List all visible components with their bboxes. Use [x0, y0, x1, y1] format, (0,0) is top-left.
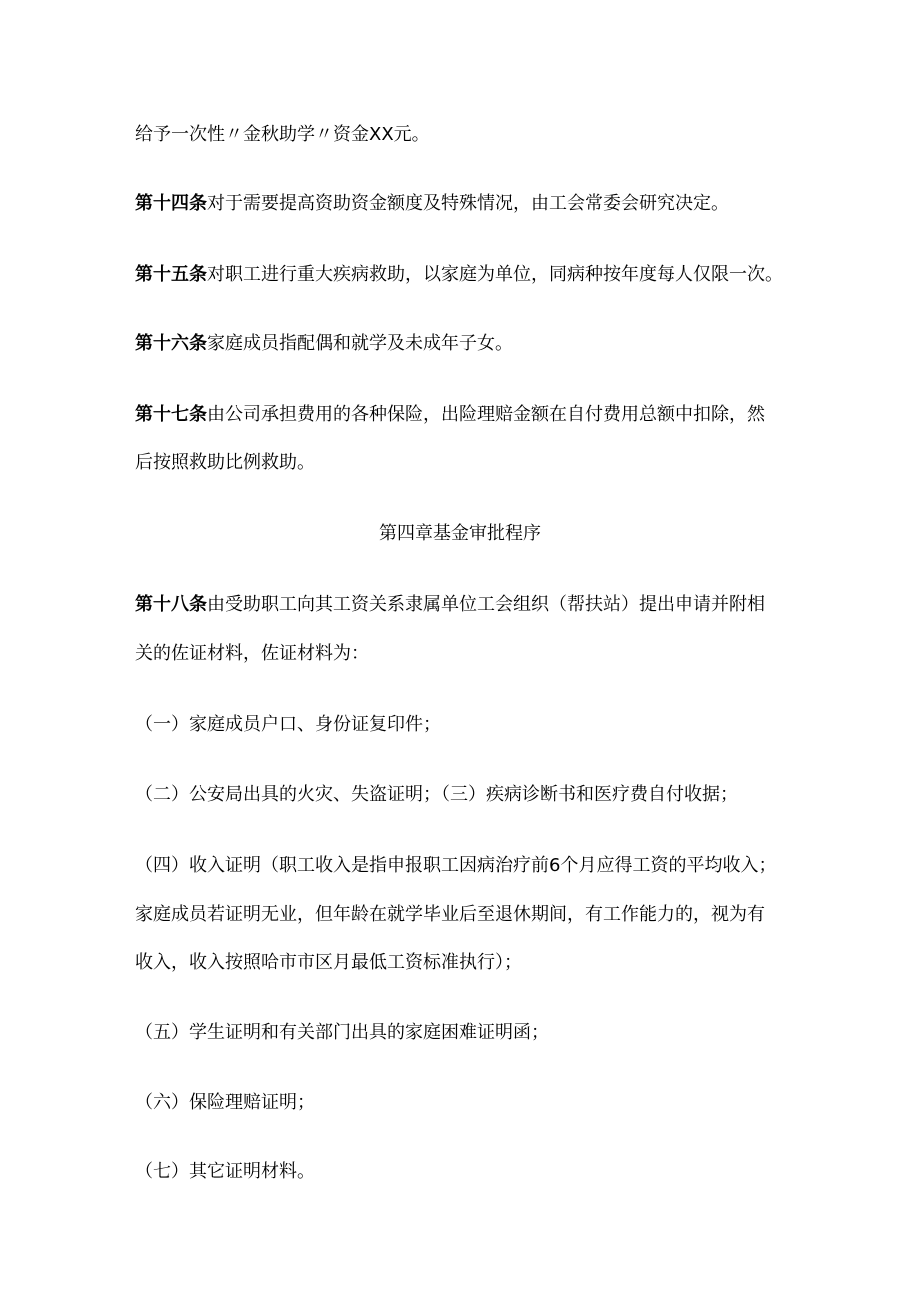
article-text: 家庭成员指配偶和就学及未成年子女。 — [207, 333, 513, 354]
list-item-2-3: （二）公安局出具的火灾、失盗证明；（三）疾病诊断书和医疗费自付收据； — [135, 784, 738, 805]
article-text: 由受助职工向其工资关系隶属单位工会组织（帮扶站）提出申请并附相 — [207, 594, 765, 615]
article-label: 第十五条 — [135, 264, 207, 285]
article-17-line-2 — [135, 452, 815, 474]
article-label: 第十四条 — [135, 193, 207, 214]
article-label: 第十七条 — [135, 404, 207, 425]
paragraph-grant — [135, 124, 815, 146]
article-text: 对职工进行重大疾病救助，以家庭为单位，同病种按年度每人仅限一次。 — [207, 264, 783, 285]
list-item-4-line-2: 家庭成员若证明无业，但年龄在就学毕业后至退休期间，有工作能力的，视为有 — [135, 904, 765, 925]
list-item-5: （五）学生证明和有关部门出具的家庭困难证明函； — [135, 1022, 549, 1043]
article-18-line-2 — [135, 643, 815, 665]
article-text: 后按照救助比例救助。 — [135, 452, 315, 473]
list-item-4-line-1: （四）收入证明（职工收入是指申报职工因病治疗前6个月应得工资的平均收入； — [135, 855, 777, 876]
list-item-4-line-3: 收入，收入按照哈市市区月最低工资标准执行）； — [135, 952, 522, 973]
article-16 — [135, 333, 815, 355]
list-item-7: （七）其它证明材料。 — [135, 1161, 315, 1182]
article-text: 关的佐证材料，佐证材料为： — [135, 643, 369, 664]
article-text: 对于需要提高资助资金额度及特殊情况，由工会常委会研究决定。 — [207, 193, 729, 214]
article-17-line-1 — [135, 404, 815, 426]
article-label: 第十六条 — [135, 333, 207, 354]
chapter-heading: 第四章基金审批程序 — [379, 523, 541, 544]
list-item-6: （六）保险理赔证明； — [135, 1092, 315, 1113]
article-18-line-1 — [135, 594, 815, 616]
article-text: 由公司承担费用的各种保险，出险理赔金额在自付费用总额中扣除，然 — [207, 404, 765, 425]
article-14 — [135, 193, 815, 215]
list-item-1: （一）家庭成员户口、身份证复印件； — [135, 714, 441, 735]
article-label: 第十八条 — [135, 594, 207, 615]
article-15 — [135, 264, 815, 286]
paragraph-text: 给予一次性〃金秋助学〃资金XX元。 — [135, 124, 430, 145]
